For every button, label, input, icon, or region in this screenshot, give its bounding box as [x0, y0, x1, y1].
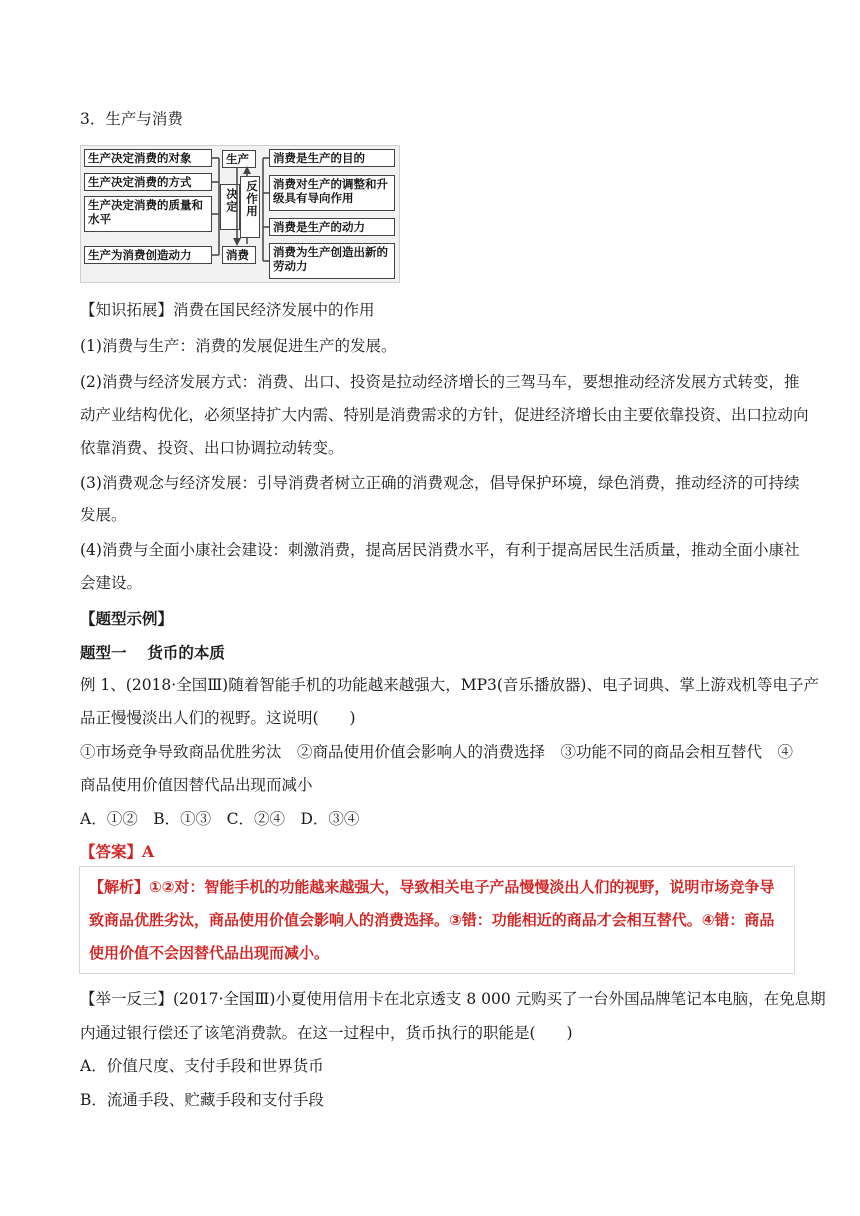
- knowledge-line: 发展。: [80, 506, 127, 524]
- production-consumption-diagram: [80, 145, 400, 283]
- knowledge-line: 会建设。: [80, 574, 143, 592]
- knowledge-line: (4)消费与全面小康社会建设：刺激消费，提高居民消费水平，有利于提高居民生活质量，推动全面小康社: [80, 541, 800, 559]
- center-bottom-box: 消费: [222, 246, 256, 264]
- knowledge-line: 依靠消费、投资、出口协调拉动转变。: [80, 439, 344, 457]
- example1-analysis: [79, 866, 795, 974]
- practice-line: 内通过银行偿还了该笔消费款。在这一过程中，货币执行的职能是( ): [80, 1024, 573, 1042]
- section-heading: 3．生产与消费: [80, 110, 183, 128]
- center-top-box: 生产: [222, 150, 256, 168]
- example1-options: A．①② B．①③ C．②④ D．③④: [80, 810, 360, 828]
- examples-heading: 【题型示例】: [80, 609, 174, 628]
- analysis-line: 致商品优胜劣汰，商品使用价值会影响人的消费选择。③错：功能相近的商品才会相互替代。④错：商品: [89, 911, 775, 929]
- decide-label: 决定: [220, 184, 240, 230]
- knowledge-line: (1)消费与生产：消费的发展促进生产的发展。: [80, 337, 397, 355]
- diagram-right-box: 消费对生产的调整和升级具有导向作用: [269, 175, 395, 211]
- type1-heading: 题型一 货币的本质: [80, 643, 225, 662]
- diagram-left-box: 生产为消费创造动力: [84, 246, 212, 264]
- diagram-right-box: 消费是生产的目的: [269, 149, 395, 167]
- practice-line: 【举一反三】(2017·全国Ⅲ)小夏使用信用卡在北京透支 8 000 元购买了一台外国品牌笔记本电脑，在免息期: [80, 990, 826, 1008]
- example1-line: 例 1、(2018·全国Ⅲ)随着智能手机的功能越来越强大，MP3(音乐播放器)、电子词典、掌上游戏机等电子产: [80, 676, 819, 694]
- diagram-right-box: 消费为生产创造出新的劳动力: [269, 243, 395, 279]
- analysis-line: 使用价值不会因替代品出现而减小。: [89, 944, 330, 962]
- knowledge-title: 【知识拓展】消费在国民经济发展中的作用: [80, 301, 375, 319]
- example1-line: 品正慢慢淡出人们的视野。这说明( ): [80, 709, 356, 727]
- example1-line: ①市场竞争导致商品优胜劣汰 ②商品使用价值会影响人的消费选择 ③功能不同的商品会相互替代 ④: [80, 743, 794, 761]
- example1-answer: 【答案】A: [80, 842, 155, 861]
- diagram-left-box: 生产决定消费的方式: [84, 173, 212, 191]
- diagram-left-box: 生产决定消费的质量和水平: [84, 196, 212, 232]
- diagram-left-box: 生产决定消费的对象: [84, 149, 212, 167]
- practice-option-b: B．流通手段、贮藏手段和支付手段: [80, 1091, 324, 1109]
- knowledge-line: (3)消费观念与经济发展：引导消费者树立正确的消费观念，倡导保护环境，绿色消费，推动经济的可持续: [80, 474, 800, 492]
- knowledge-line: 动产业结构优化，必须坚持扩大内需、特别是消费需求的方针，促进经济增长由主要依靠投资、出口拉动向: [80, 406, 809, 424]
- react-label: 反作用: [240, 176, 260, 238]
- diagram-right-box: 消费是生产的动力: [269, 218, 395, 236]
- analysis-line: 【解析】①②对：智能手机的功能越来越强大，导致相关电子产品慢慢淡出人们的视野，说明市场竞争导: [89, 878, 775, 896]
- example1-line: 商品使用价值因替代品出现而减小: [80, 776, 313, 794]
- practice-option-a: A．价值尺度、支付手段和世界货币: [80, 1057, 324, 1075]
- knowledge-line: (2)消费与经济发展方式：消费、出口、投资是拉动经济增长的三驾马车，要想推动经济发展方式转变，推: [80, 373, 800, 391]
